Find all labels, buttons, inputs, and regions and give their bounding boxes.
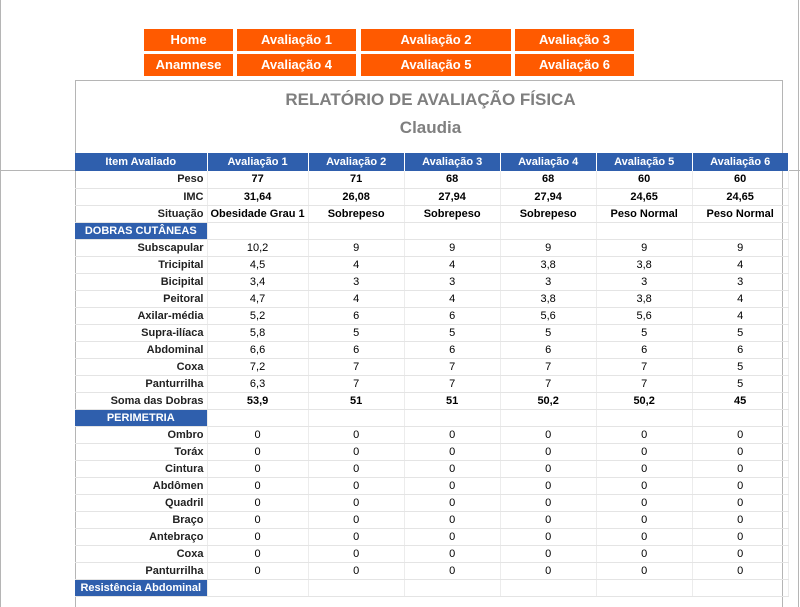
table-cell: 0 xyxy=(692,426,788,443)
soma-dobras-row xyxy=(75,392,788,409)
table-cell: 0 xyxy=(207,426,308,443)
table-cell: 6,3 xyxy=(207,375,308,392)
table-cell: 0 xyxy=(404,511,500,528)
perimetria-section-row xyxy=(75,409,788,426)
table-cell: 0 xyxy=(308,562,404,579)
table-cell: 51 xyxy=(308,392,404,409)
table-cell: 27,94 xyxy=(500,188,596,205)
column-header: Avaliação 5 xyxy=(596,153,692,171)
row-label: Bicipital xyxy=(75,273,207,290)
table-cell: 7 xyxy=(500,375,596,392)
row-label: Abdômen xyxy=(75,477,207,494)
table-cell: 0 xyxy=(692,494,788,511)
table-cell: 7 xyxy=(596,358,692,375)
table-cell: 0 xyxy=(596,511,692,528)
table-cell: 0 xyxy=(500,511,596,528)
table-cell: 50,2 xyxy=(596,392,692,409)
table-cell: 6 xyxy=(308,307,404,324)
table-cell: 5,8 xyxy=(207,324,308,341)
table-cell: 60 xyxy=(692,171,788,188)
table-cell: Peso Normal xyxy=(596,205,692,222)
row-label: Soma das Dobras xyxy=(75,392,207,409)
table-row xyxy=(75,511,788,528)
table-cell: 0 xyxy=(404,426,500,443)
report-top-border xyxy=(75,80,783,81)
table-cell: 7 xyxy=(596,375,692,392)
table-cell: 31,64 xyxy=(207,188,308,205)
empty-cell xyxy=(500,409,596,426)
table-cell: 6 xyxy=(500,341,596,358)
table-cell: 0 xyxy=(207,528,308,545)
table-cell: 68 xyxy=(404,171,500,188)
column-header: Avaliação 4 xyxy=(500,153,596,171)
dobras-cutaneas-section-row xyxy=(75,222,788,239)
row-label: Ombro xyxy=(75,426,207,443)
avaliacao-4-button[interactable]: Avaliação 4 xyxy=(237,54,356,76)
table-cell: 53,9 xyxy=(207,392,308,409)
empty-cell xyxy=(207,579,308,596)
table-cell: 0 xyxy=(692,528,788,545)
table-cell: 7 xyxy=(404,358,500,375)
empty-cell xyxy=(207,222,308,239)
table-cell: 24,65 xyxy=(692,188,788,205)
table-cell: 0 xyxy=(207,545,308,562)
row-label: Peso xyxy=(75,171,207,188)
table-cell: 5,2 xyxy=(207,307,308,324)
table-cell: 0 xyxy=(500,426,596,443)
table-cell: 6 xyxy=(404,341,500,358)
table-row xyxy=(75,494,788,511)
column-header: Avaliação 2 xyxy=(308,153,404,171)
table-cell: 0 xyxy=(692,460,788,477)
table-row xyxy=(75,205,788,222)
table-cell: 0 xyxy=(308,494,404,511)
table-cell: 0 xyxy=(404,460,500,477)
table-cell: 0 xyxy=(596,426,692,443)
table-cell: 0 xyxy=(500,528,596,545)
table-cell: 7 xyxy=(404,375,500,392)
table-cell: 0 xyxy=(404,443,500,460)
table-cell: 9 xyxy=(692,239,788,256)
row-label: Abdominal xyxy=(75,341,207,358)
table-cell: 9 xyxy=(308,239,404,256)
table-cell: 9 xyxy=(404,239,500,256)
table-cell: 0 xyxy=(207,477,308,494)
table-cell: 0 xyxy=(207,562,308,579)
empty-cell xyxy=(308,579,404,596)
table-cell: 3,8 xyxy=(500,256,596,273)
home-button[interactable]: Home xyxy=(144,29,233,51)
table-cell: 4,5 xyxy=(207,256,308,273)
table-cell: 26,08 xyxy=(308,188,404,205)
table-cell: 0 xyxy=(596,477,692,494)
empty-cell xyxy=(596,579,692,596)
table-cell: 0 xyxy=(692,562,788,579)
table-cell: 68 xyxy=(500,171,596,188)
table-row xyxy=(75,290,788,307)
table-cell: 5 xyxy=(500,324,596,341)
table-cell: 5 xyxy=(692,358,788,375)
column-header: Avaliação 3 xyxy=(404,153,500,171)
row-label: Peitoral xyxy=(75,290,207,307)
table-cell: 60 xyxy=(596,171,692,188)
table-cell: 0 xyxy=(500,545,596,562)
empty-cell xyxy=(308,222,404,239)
empty-cell xyxy=(692,409,788,426)
table-cell: 6 xyxy=(692,341,788,358)
table-row xyxy=(75,307,788,324)
table-cell: 45 xyxy=(692,392,788,409)
table-cell: 0 xyxy=(596,443,692,460)
table-cell: 0 xyxy=(404,477,500,494)
table-cell: 0 xyxy=(404,562,500,579)
row-label: Antebraço xyxy=(75,528,207,545)
table-cell: 3 xyxy=(692,273,788,290)
column-header: Avaliação 6 xyxy=(692,153,788,171)
sheet-right-border xyxy=(798,0,799,607)
table-cell: 0 xyxy=(692,477,788,494)
table-cell: 0 xyxy=(207,511,308,528)
empty-cell xyxy=(500,579,596,596)
empty-cell xyxy=(500,222,596,239)
table-cell: 0 xyxy=(500,443,596,460)
row-label: Cintura xyxy=(75,460,207,477)
table-row xyxy=(75,273,788,290)
table-cell: 0 xyxy=(308,511,404,528)
row-label: Situação xyxy=(75,205,207,222)
avaliacao-2-button[interactable]: Avaliação 2 xyxy=(361,29,511,51)
table-cell: 4,7 xyxy=(207,290,308,307)
table-cell: 0 xyxy=(500,562,596,579)
row-label: IMC xyxy=(75,188,207,205)
table-cell: Obesidade Grau 1 xyxy=(207,205,308,222)
table-cell: 3,8 xyxy=(596,256,692,273)
row-label: Quadril xyxy=(75,494,207,511)
table-cell: 51 xyxy=(404,392,500,409)
table-cell: 3 xyxy=(500,273,596,290)
table-row xyxy=(75,426,788,443)
table-cell: 4 xyxy=(404,256,500,273)
row-label: Coxa xyxy=(75,545,207,562)
table-cell: 0 xyxy=(596,528,692,545)
sheet-row-line xyxy=(0,170,75,171)
resistencia-abdominal-section-row xyxy=(75,579,788,596)
row-label: Coxa xyxy=(75,358,207,375)
row-label: Tricipital xyxy=(75,256,207,273)
avaliacao-3-button[interactable]: Avaliação 3 xyxy=(515,29,634,51)
empty-cell xyxy=(207,409,308,426)
empty-cell xyxy=(692,222,788,239)
row-label: Panturrilha xyxy=(75,562,207,579)
table-cell: 6,6 xyxy=(207,341,308,358)
table-cell: 5 xyxy=(308,324,404,341)
table-cell: 7 xyxy=(308,358,404,375)
table-row xyxy=(75,188,788,205)
table-cell: 0 xyxy=(596,545,692,562)
table-row xyxy=(75,443,788,460)
table-cell: 0 xyxy=(500,494,596,511)
column-header: Avaliação 1 xyxy=(207,153,308,171)
table-cell: 3 xyxy=(596,273,692,290)
empty-cell xyxy=(692,579,788,596)
table-cell: 4 xyxy=(692,256,788,273)
row-label: Subscapular xyxy=(75,239,207,256)
table-cell: 0 xyxy=(692,443,788,460)
table-cell: 27,94 xyxy=(404,188,500,205)
table-cell: 4 xyxy=(308,290,404,307)
table-cell: 0 xyxy=(404,545,500,562)
perimetria-section-header: PERIMETRIA xyxy=(75,409,207,426)
table-cell: 4 xyxy=(404,290,500,307)
table-row xyxy=(75,358,788,375)
table-cell: 6 xyxy=(404,307,500,324)
table-cell: 0 xyxy=(308,477,404,494)
table-row xyxy=(75,341,788,358)
table-cell: 3 xyxy=(404,273,500,290)
report-title: RELATÓRIO DE AVALIAÇÃO FÍSICA xyxy=(285,90,576,109)
table-cell: 7,2 xyxy=(207,358,308,375)
table-cell: 0 xyxy=(308,460,404,477)
table-row xyxy=(75,460,788,477)
sheet-left-border xyxy=(0,0,1,607)
table-cell: 6 xyxy=(596,341,692,358)
table-cell: 0 xyxy=(207,460,308,477)
table-cell: 0 xyxy=(692,511,788,528)
row-label: Supra-ilíaca xyxy=(75,324,207,341)
row-label: Panturrilha xyxy=(75,375,207,392)
table-cell: 77 xyxy=(207,171,308,188)
table-cell: 0 xyxy=(308,443,404,460)
table-cell: 6 xyxy=(308,341,404,358)
table-cell: 7 xyxy=(308,375,404,392)
table-cell: 3 xyxy=(308,273,404,290)
table-cell: 24,65 xyxy=(596,188,692,205)
avaliacao-1-button[interactable]: Avaliação 1 xyxy=(237,29,356,51)
empty-cell xyxy=(596,409,692,426)
table-cell: 4 xyxy=(692,290,788,307)
empty-cell xyxy=(596,222,692,239)
avaliacao-6-button[interactable]: Avaliação 6 xyxy=(515,54,634,76)
table-cell: 0 xyxy=(404,494,500,511)
table-row xyxy=(75,171,788,188)
table-cell: 5 xyxy=(692,324,788,341)
empty-cell xyxy=(308,409,404,426)
table-cell: 0 xyxy=(308,545,404,562)
empty-cell xyxy=(404,409,500,426)
table-cell: 5 xyxy=(596,324,692,341)
table-cell: 5,6 xyxy=(596,307,692,324)
table-cell: 0 xyxy=(596,494,692,511)
table-cell: 0 xyxy=(207,494,308,511)
column-header: Item Avaliado xyxy=(75,153,207,171)
table-row xyxy=(75,324,788,341)
table-cell: 3,8 xyxy=(500,290,596,307)
table-cell: Sobrepeso xyxy=(500,205,596,222)
table-cell: 71 xyxy=(308,171,404,188)
table-cell: 5 xyxy=(692,375,788,392)
report-subject-name: Claudia xyxy=(399,118,462,137)
avaliacao-5-button[interactable]: Avaliação 5 xyxy=(361,54,511,76)
table-cell: 5 xyxy=(404,324,500,341)
empty-cell xyxy=(404,222,500,239)
evaluation-table xyxy=(75,153,789,597)
table-row xyxy=(75,477,788,494)
table-row xyxy=(75,375,788,392)
table-cell: 0 xyxy=(596,562,692,579)
table-row xyxy=(75,528,788,545)
table-row xyxy=(75,562,788,579)
table-cell: Sobrepeso xyxy=(404,205,500,222)
table-cell: 4 xyxy=(308,256,404,273)
table-row xyxy=(75,545,788,562)
anamnese-button[interactable]: Anamnese xyxy=(144,54,233,76)
table-cell: 0 xyxy=(308,426,404,443)
row-label: Toráx xyxy=(75,443,207,460)
table-cell: 0 xyxy=(404,528,500,545)
table-header-row xyxy=(75,153,788,171)
row-label: Axilar-média xyxy=(75,307,207,324)
dobras-cutaneas-section-header: DOBRAS CUTÂNEAS xyxy=(75,222,207,239)
table-cell: 9 xyxy=(500,239,596,256)
table-row xyxy=(75,256,788,273)
table-cell: 3,8 xyxy=(596,290,692,307)
resistencia-abdominal-section-header: Resistência Abdominal xyxy=(75,579,207,596)
table-cell: 0 xyxy=(692,545,788,562)
table-cell: 4 xyxy=(692,307,788,324)
table-cell: 7 xyxy=(500,358,596,375)
empty-cell xyxy=(404,579,500,596)
table-cell: 9 xyxy=(596,239,692,256)
row-label: Braço xyxy=(75,511,207,528)
table-cell: 0 xyxy=(207,443,308,460)
table-row xyxy=(75,239,788,256)
table-cell: 50,2 xyxy=(500,392,596,409)
table-cell: 0 xyxy=(308,528,404,545)
table-cell: Sobrepeso xyxy=(308,205,404,222)
table-cell: 0 xyxy=(500,477,596,494)
table-cell: 5,6 xyxy=(500,307,596,324)
table-cell: 10,2 xyxy=(207,239,308,256)
table-cell: 0 xyxy=(596,460,692,477)
table-cell: Peso Normal xyxy=(692,205,788,222)
table-cell: 0 xyxy=(500,460,596,477)
table-cell: 3,4 xyxy=(207,273,308,290)
